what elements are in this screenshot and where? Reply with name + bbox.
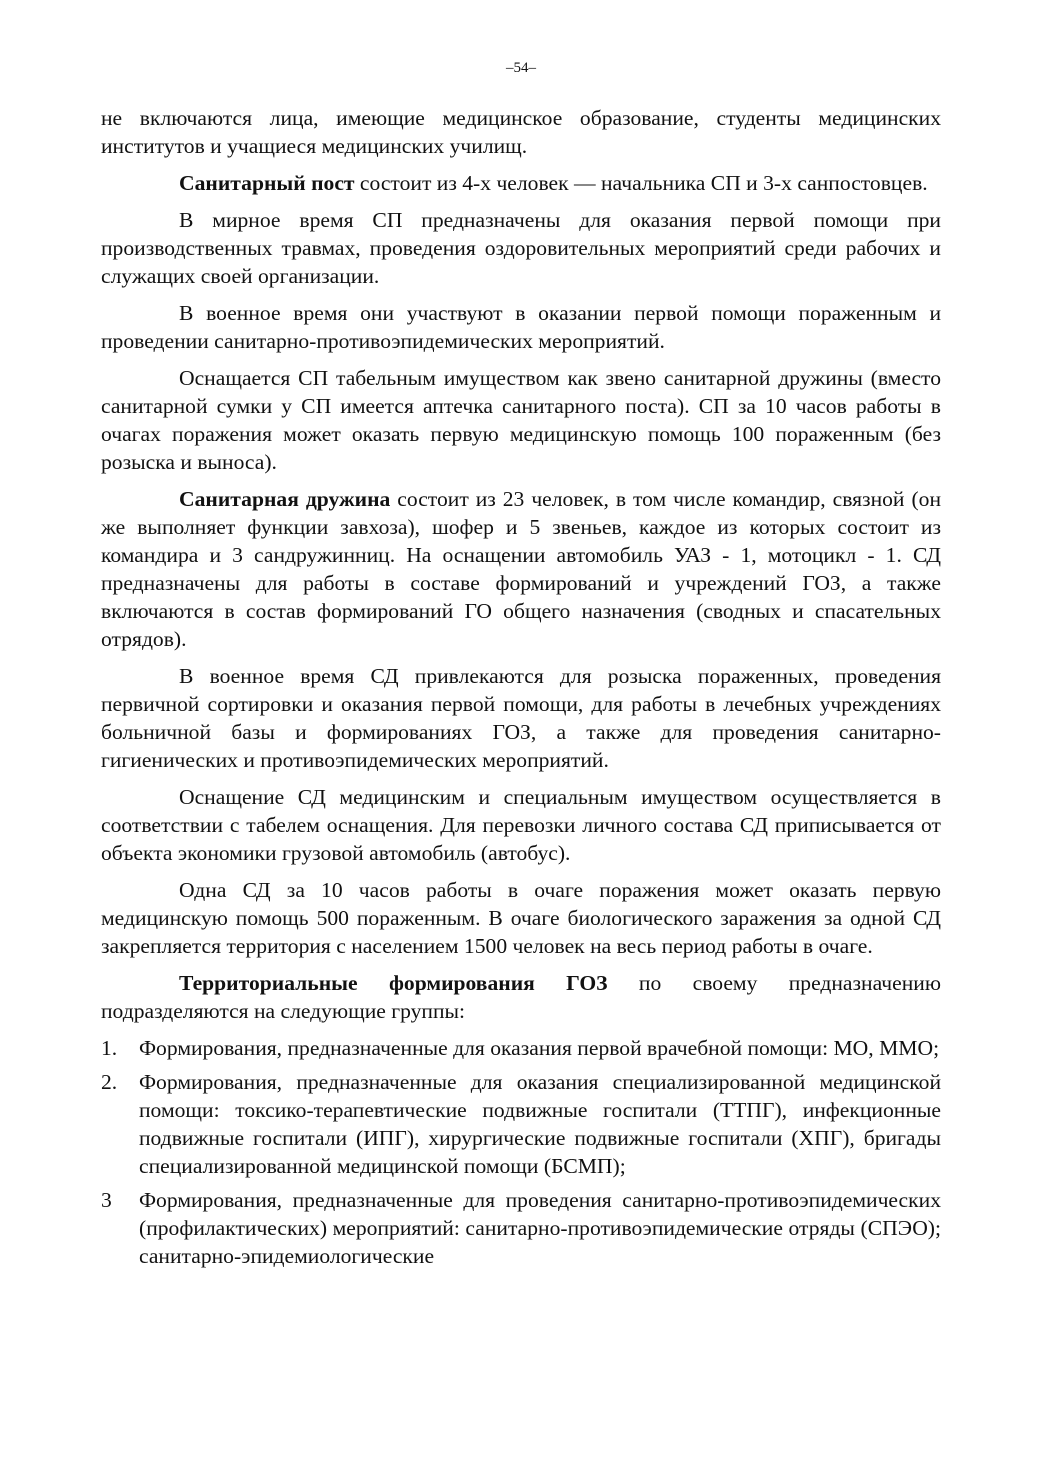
list-item (101, 1068, 941, 1180)
paragraph-squad-equipment: Оснащение СД медицинским и специальным имуществом осуществляется в соответствии с табелем оснащения. Для перевозки личного состава СД приписывается от объекта экономики грузовой автомобиль (автобус). (101, 785, 941, 865)
list-item-text: Формирования, предназначенные для проведения санитарно-противоэпидемических (профилактических) мероприятий: санитарно-противоэпидемические отряды (СПЭО); санитарно-эпидемиологические (139, 1188, 941, 1268)
paragraph-text: состоит из 4-х человек — начальника СП и 3-х санпостовцев. (354, 171, 928, 195)
list-item (101, 1034, 941, 1062)
list-item (101, 1186, 941, 1270)
paragraph-text: по своему предназначению подразделяются на следующие группы: (101, 971, 941, 1023)
paragraph-peacetime: В мирное время СП предназначены для оказания первой помощи при производственных травмах, проведения оздоровительных мероприятий среди рабочих и служащих своей организации. (101, 208, 941, 288)
paragraph-continuation: не включаются лица, имеющие медицинское образование, студенты медицинских институтов и учащиеся медицинских училищ. (101, 106, 941, 158)
term-sanitary-squad: Санитарная дружина (179, 487, 391, 511)
list-item-number: 2. (101, 1070, 118, 1094)
paragraph-sanitary-squad (101, 485, 941, 653)
list-item-text: Формирования, предназначенные для оказания первой врачебной помощи: МО, ММО; (139, 1036, 940, 1060)
page-number: –54– (506, 60, 536, 76)
list-item-number: 1. (101, 1036, 118, 1060)
paragraph-sanitary-post (101, 169, 941, 197)
term-territorial-formations: Территориальные формирования ГОЗ (179, 971, 608, 995)
list-item-text: Формирования, предназначенные для оказания специализированной медицинской помощи: токсико-терапевтические подвижные госпитали (ТТПГ), инфекционные подвижные госпитали (ИПГ), хирургические подвижные госпитали (ХПГ), бригады специализированной медицинской помощи (БСМП); (139, 1070, 941, 1178)
term-sanitary-post: Санитарный пост (179, 171, 355, 195)
paragraph-text: состоит из 23 человек, в том числе командир, связной (он же выполняет функции завхоза), шофер и 5 звеньев, каждое из которых состоит из командира и 3 сандружинниц. На оснащении автомобиль УАЗ - 1, мотоцикл - 1. СД предназначены для работы в составе формирований и учреждений ГОЗ, а также включаются в состав формирований ГО общего назначения (сводных и спасательных отрядов). (101, 487, 941, 651)
list-item-number: 3 (101, 1188, 112, 1212)
paragraph-squad-wartime: В военное время СД привлекаются для розыска пораженных, проведения первичной сортировки и оказания первой помощи, для работы в лечебных учреждениях больничной базы и формированиях ГОЗ, а также для проведения санитарно-гигиенических и противоэпидемических мероприятий. (101, 664, 941, 772)
document-page (101, 58, 941, 1276)
paragraph-wartime: В военное время они участвуют в оказании первой помощи пораженным и проведении санитарно-противоэпидемических мероприятий. (101, 301, 941, 353)
paragraph-territorial-formations (101, 969, 941, 1025)
paragraph-squad-capacity: Одна СД за 10 часов работы в очаге поражения может оказать первую медицинскую помощь 500 пораженным. В очаге биологического заражения за одной СД закрепляется территория с населением 1500 человек на весь период работы в очаге. (101, 878, 941, 958)
paragraph-equipment: Оснащается СП табельным имуществом как звено санитарной дружины (вместо санитарной сумки у СП имеется аптечка санитарного поста). СП за 10 часов работы в очагах поражения может оказать первую медицинскую помощь 100 пораженным (без розыска и выноса). (101, 366, 941, 474)
formation-groups-list (101, 1034, 941, 1270)
